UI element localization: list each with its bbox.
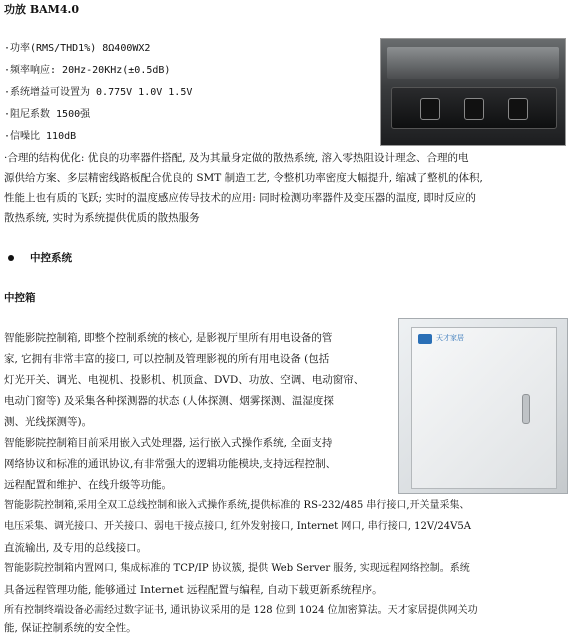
amp-title: 功放 BAM4.0 xyxy=(4,3,79,16)
body-line: 智能影院控制箱,采用全双工总线控制和嵌入式操作系统,提供标准的 RS-232/485 串行接口,开关量采集、 xyxy=(4,500,470,511)
structure-line-3: 性能上也有质的飞跃; 实时的温度感应传导技术的应用: 同时检测功率器件及变压器的温度, 即时反应的 xyxy=(4,192,476,204)
body-line: 直流输出, 及专用的总线接口。 xyxy=(4,542,148,554)
body-line: 所有控制终端设备必需经过数字证书, 通讯协议采用的是 128 位到 1024 位加密算法。天才家居提供网关功 xyxy=(4,605,478,616)
spec-snr: ·信噪比 110dB xyxy=(4,131,77,142)
body-line: 家, 它拥有非常丰富的接口, 可以控制及管理影视的所有用电设备 (包括 xyxy=(4,353,330,365)
sub-heading: 中控箱 xyxy=(4,292,36,304)
section-heading: 中控系统 xyxy=(30,252,72,264)
logo-icon xyxy=(418,334,432,344)
body-line: 具备远程管理功能, 能够通过 Internet 远程配置与编程, 自动下载更新系统程序。 xyxy=(4,584,383,596)
body-line: 网络协议和标准的通讯协议,有非常强大的逻辑功能模块,支持远程控制、 xyxy=(4,458,337,470)
body-line: 智能影院控制箱内置网口, 集成标准的 TCP/IP 协议簇, 提供 Web Server 服务, 实现远程网络控制。系统 xyxy=(4,563,470,574)
spec-power: ·功率(RMS/THD1%) 8Ω400WX2 xyxy=(4,43,151,54)
spec-gain: ·系统增益可设置为 0.775V 1.0V 1.5V xyxy=(4,87,193,98)
body-line: 电动门窗等) 及采集各种探测器的状态 (人体探测、烟雾探测、温湿度探 xyxy=(4,395,334,407)
body-line: 电压采集、调光接口、开关接口、弱电干接点接口, 红外发射接口, Internet 网口, 串行接口, 12V/24V5A xyxy=(4,521,471,532)
control-box-image xyxy=(398,318,568,494)
body-line: 远程配置和维护、在线升级等功能。 xyxy=(4,479,172,491)
body-line: 灯光开关、调光、电视机、投影机、机顶盒、DVD、功放、空调、电动窗帘、 xyxy=(4,374,365,386)
structure-line-2: 源供给方案、多层精密线路板配合优良的 SMT 制造工艺, 令整机功率密度大幅提升, 缩减了整机的体积, xyxy=(4,172,483,184)
spec-damping: ·阻尼系数 1500强 xyxy=(4,109,91,120)
body-line: 智能影院控制箱目前采用嵌入式处理器, 运行嵌入式操作系统, 全面支持 xyxy=(4,437,333,449)
structure-line-4: 散热系统, 实时为系统提供优质的散热服务 xyxy=(4,212,200,224)
box-logo-text: 天才家居 xyxy=(436,334,464,342)
spec-frequency: ·频率响应: 20Hz-20KHz(±0.5dB) xyxy=(4,65,171,76)
body-line: 能, 保证控制系统的安全性。 xyxy=(4,622,137,634)
structure-line-1: ·合理的结构优化: 优良的功率器件搭配, 及为其量身定做的散热系统, 溶入零热阻设计理念、合理的电 xyxy=(4,152,469,164)
body-line: 测、光线探测等)。 xyxy=(4,416,93,428)
amplifier-image xyxy=(380,38,566,146)
body-line: 智能影院控制箱, 即整个控制系统的核心, 是影视厅里所有用电设备的管 xyxy=(4,332,333,344)
bullet-icon xyxy=(8,255,14,261)
